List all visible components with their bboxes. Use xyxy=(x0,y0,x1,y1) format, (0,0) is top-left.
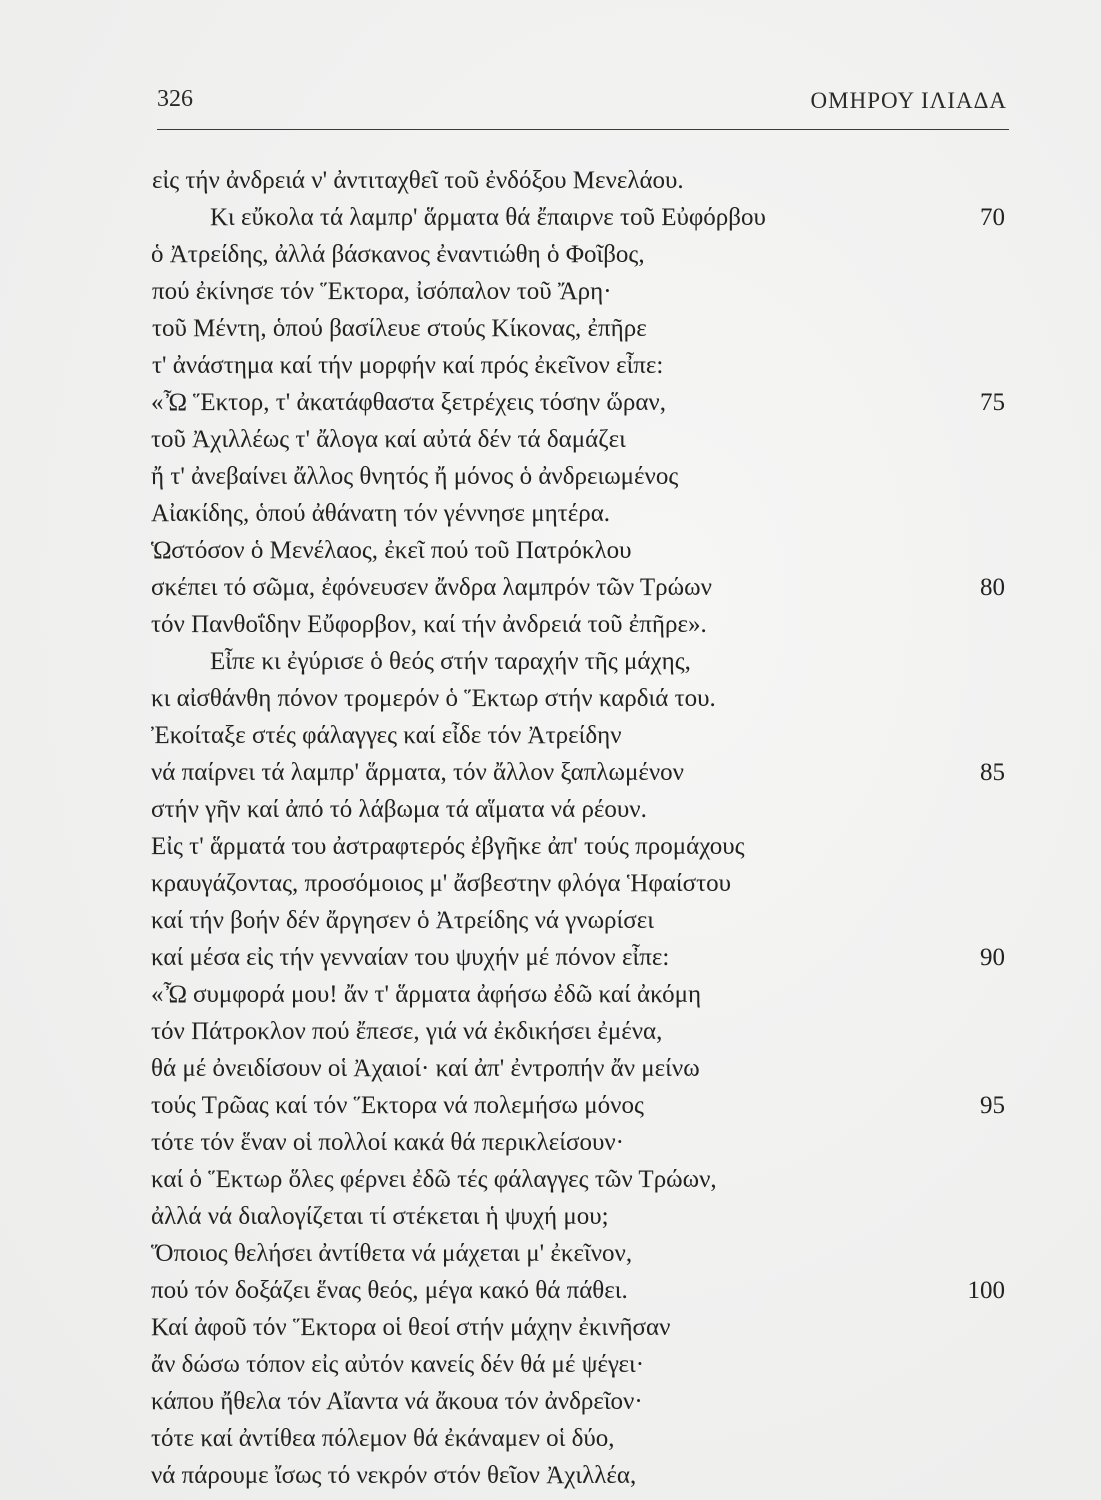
verse-line: Κι εὔκολα τά λαμπρ' ἅρματα θά ἔπαιρνε τοῦ Εὐφόρβου xyxy=(210,204,766,231)
verse-line: κραυγάζοντας, προσόμοιος μ' ἄσβεστην φλόγα Ἡφαίστου xyxy=(151,870,732,897)
line-number: 100 xyxy=(967,1277,1005,1304)
line-number: 70 xyxy=(980,204,1005,231)
running-title: ΟΜΗΡΟΥ ΙΛΙΑΔΑ xyxy=(810,88,1007,113)
verse-line: σκέπει τό σῶμα, ἐφόνευσεν ἄνδρα λαμπρόν τῶν Τρώων xyxy=(151,574,712,601)
page-number: 326 xyxy=(157,86,193,112)
verse-line: Αἰακίδης, ὁπού ἀθάνατη τόν γέννησε μητέρα. xyxy=(151,500,611,527)
verse-line: ἀλλά νά διαλογίζεται τί στέκεται ἡ ψυχή μου; xyxy=(151,1203,609,1230)
verse-line: Ὡστόσον ὁ Μενέλαος, ἐκεῖ πού τοῦ Πατρόκλου xyxy=(151,537,632,564)
verse-line: «Ὦ Ἕκτορ, τ' ἀκατάφθαστα ξετρέχεις τόσην ὥραν, xyxy=(151,389,666,416)
verse-line: τοῦ Ἀχιλλέως τ' ἄλογα καί αὐτά δέν τά δαμάζει xyxy=(151,426,626,453)
verse-line: νά πάρουμε ἴσως τό νεκρόν στόν θεῖον Ἀχιλλέα, xyxy=(151,1462,637,1489)
verse-line: κάπου ἤθελα τόν Αἴαντα νά ἄκουα τόν ἀνδρεῖον· xyxy=(151,1388,643,1415)
verse-line: εἰς τήν ἀνδρειά ν' ἀντιταχθεῖ τοῦ ἐνδόξου Μενελάου. xyxy=(152,167,684,194)
verse-line: Ἐκοίταξε στές φάλαγγες καί εἶδε τόν Ἀτρείδην xyxy=(151,722,622,749)
verse-line: στήν γῆν καί ἀπό τό λάβωμα τά αἵματα νά ρέουν. xyxy=(151,796,647,823)
verse-line: τόν Πανθοΐδην Εὔφορβον, καί τήν ἀνδρειά τοῦ ἐπῆρε». xyxy=(151,611,707,638)
verse-line: Εἶπε κι ἐγύρισε ὁ θεός στήν ταραχήν τῆς μάχης, xyxy=(210,648,691,675)
verse-line: ἄν δώσω τόπον εἰς αὐτόν κανείς δέν θά μέ ψέγει· xyxy=(151,1351,645,1378)
line-number: 90 xyxy=(980,944,1005,971)
verse-line: τόν Πάτροκλον πού ἔπεσε, γιά νά ἐκδικήσει ἐμένα, xyxy=(151,1018,663,1045)
verse-line: τ' ἀνάστημα καί τήν μορφήν καί πρός ἐκεῖνον εἶπε: xyxy=(152,352,664,379)
verse-line: ἤ τ' ἀνεβαίνει ἄλλος θνητός ἤ μόνος ὁ ἀνδρειωμένος xyxy=(151,463,679,490)
verse-line: Καί ἀφοῦ τόν Ἕκτορα οἱ θεοί στήν μάχην ἐκινῆσαν xyxy=(151,1314,671,1341)
verse-line: καί τήν βοήν δέν ἄργησεν ὁ Ἀτρείδης νά γνωρίσει xyxy=(151,907,654,934)
line-number: 75 xyxy=(980,389,1005,416)
verse-line: Ὅποιος θελήσει ἀντίθετα νά μάχεται μ' ἐκεῖνον, xyxy=(151,1240,633,1267)
verse-line: τοῦ Μέντη, ὁπού βασίλευε στούς Κίκονας, ἐπῆρε xyxy=(152,315,647,342)
verse-line: «Ὦ συμφορά μου! ἄν τ' ἅρματα ἀφήσω ἐδῶ καί ἀκόμη xyxy=(151,981,702,1008)
verse-line: καί ὁ Ἕκτωρ ὅλες φέρνει ἐδῶ τές φάλαγγες τῶν Τρώων, xyxy=(151,1166,717,1193)
line-number: 80 xyxy=(980,574,1005,601)
verse-line: θά μέ ὀνειδίσουν οἱ Ἀχαιοί· καί ἀπ' ἐντροπήν ἄν μείνω xyxy=(151,1055,700,1082)
verse-line: ὁ Ἀτρείδης, ἀλλά βάσκανος ἐναντιώθη ὁ Φοῖβος, xyxy=(151,241,645,268)
verse-line: Εἰς τ' ἅρματά του ἀστραφτερός ἐβγῆκε ἀπ' τούς προμάχους xyxy=(151,833,745,860)
verse-line: πού ἐκίνησε τόν Ἕκτορα, ἰσόπαλον τοῦ Ἄρη· xyxy=(152,278,612,305)
verse-line: κι αἰσθάνθη πόνον τρομερόν ὁ Ἕκτωρ στήν καρδιά του. xyxy=(151,685,716,712)
verse-line: τότε τόν ἕναν οἱ πολλοί κακά θά περικλείσουν· xyxy=(151,1129,624,1156)
verse-line: πού τόν δοξάζει ἕνας θεός, μέγα κακό θά πάθει. xyxy=(151,1277,628,1304)
line-number: 85 xyxy=(980,759,1005,786)
verse-line: τότε καί ἀντίθεα πόλεμον θά ἐκάναμεν οἱ δύο, xyxy=(151,1425,615,1452)
verse-line: τούς Τρῶας καί τόν Ἕκτορα νά πολεμήσω μόνος xyxy=(151,1092,644,1119)
verse-line: νά παίρνει τά λαμπρ' ἅρματα, τόν ἄλλον ξαπλωμένον xyxy=(151,759,684,786)
line-number: 95 xyxy=(980,1092,1005,1119)
verse-line: καί μέσα εἰς τήν γενναίαν του ψυχήν μέ πόνον εἶπε: xyxy=(151,944,670,971)
